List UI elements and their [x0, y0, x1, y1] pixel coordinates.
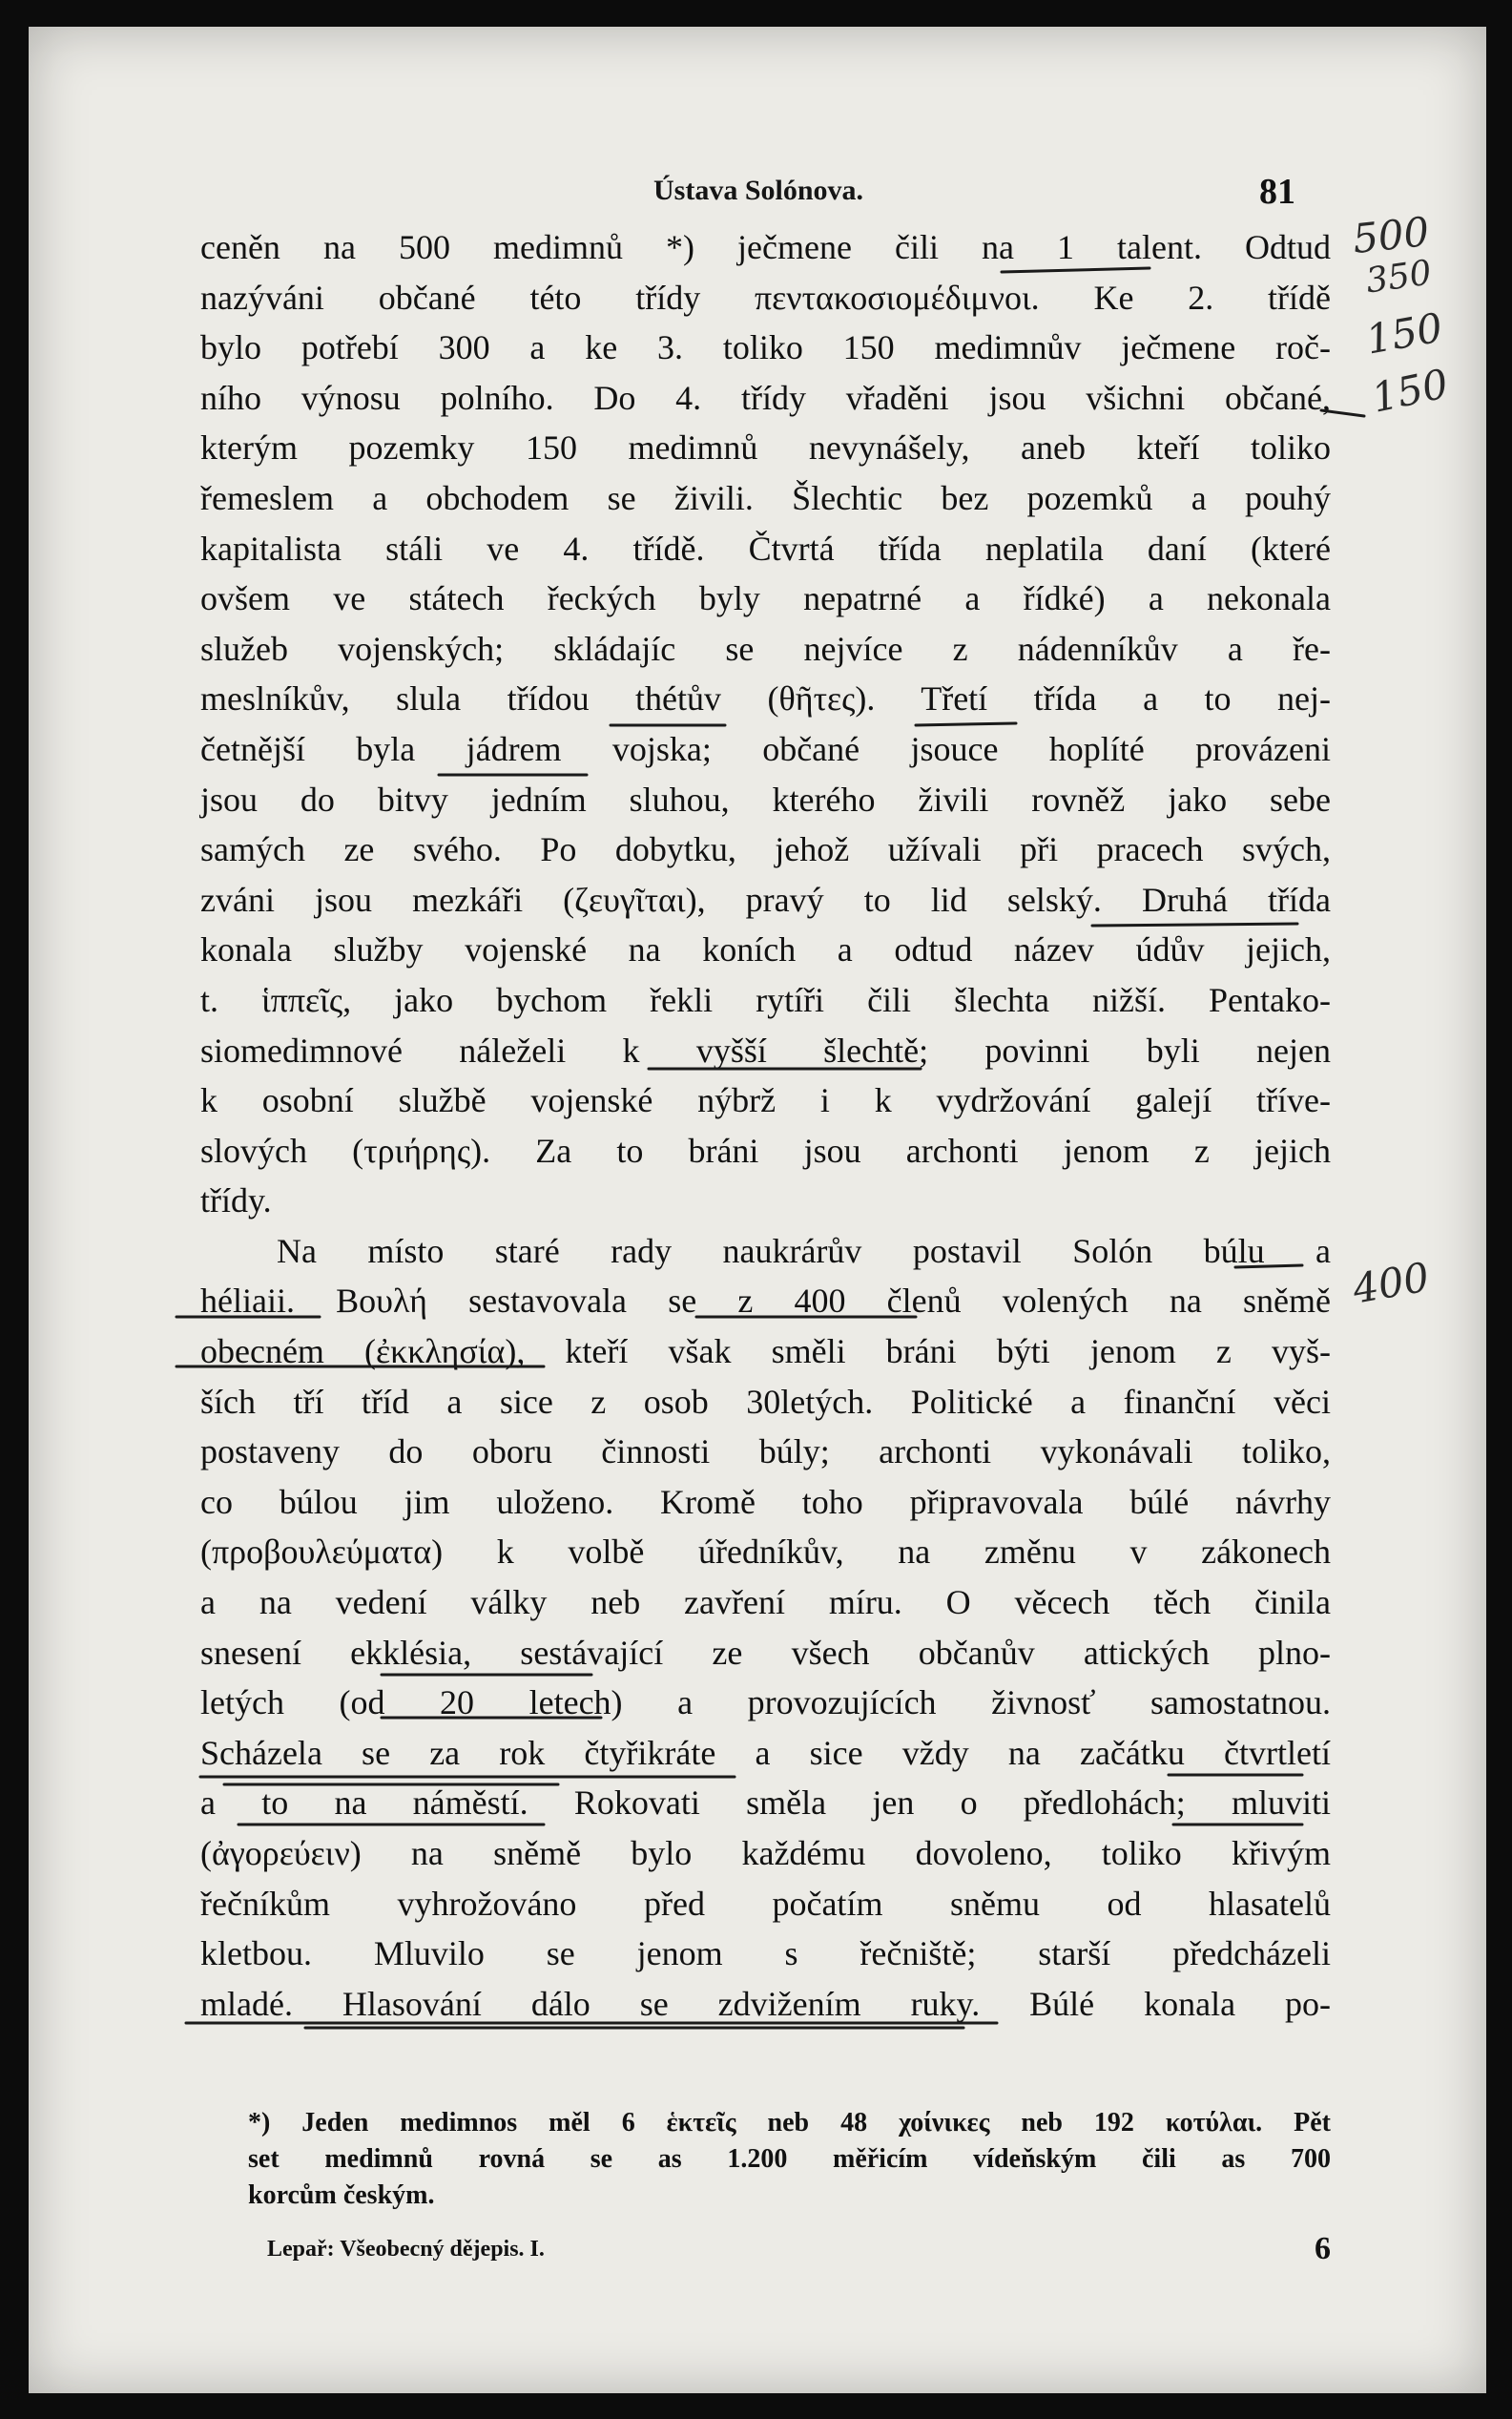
text-line: zváni jsou mezkáři (ζευγῖται), pravý to lid selský. Druhá třída	[200, 880, 1331, 919]
text-line: ního výnosu polního. Do 4. třídy vřaděni jsou všichni občané,	[200, 378, 1331, 417]
text-line: t. ἱππεῖς, jako bychom řekli rytíři čili šlechta nižší. Pentako-	[200, 980, 1331, 1019]
text-line: kapitalista stáli ve 4. třídě. Čtvrtá třída neplatila daní (které	[200, 529, 1331, 568]
text-line: slových (τριήρης). Za to bráni jsou archonti jenom z jejich	[200, 1131, 1331, 1170]
text-line: héliaii. Βουλή sestavovala se z 400 členů volených na sněmě	[200, 1282, 1331, 1321]
underline-mark	[1002, 268, 1150, 272]
text-line: řečníkům vyhrožováno před počatím sněmu od hlasatelů	[200, 1884, 1331, 1923]
footnote-line: *) Jeden medimnos měl 6 ἑκτεῖς neb 48 χοίνικες neb 192 κοτύλαι. Pět	[248, 2108, 1331, 2137]
footnote-line: korcům českým.	[248, 2180, 435, 2210]
text-line: co búlou jim uloženo. Kromě toho připravovala búlé návrhy	[200, 1482, 1331, 1521]
text-line: siomedimnové náleželi k vyšší šlechtě; povinni byli nejen	[200, 1031, 1331, 1070]
text-line: bylo potřebí 300 a ke 3. toliko 150 medimnův ječmene roč-	[200, 328, 1331, 367]
text-line: letých (od 20 letech) a provozujících živnosť samostatnou.	[200, 1683, 1331, 1722]
text-line: mladé. Hlasování dálo se zdvižením ruky. Búlé konala po-	[200, 1984, 1331, 2023]
text-line: ších tří tříd a sice z osob 30letých. Politické a finanční věci	[200, 1382, 1331, 1421]
margin-dash-mark	[1321, 410, 1364, 416]
signature-text: Lepař: Všeobecný dějepis. I.	[267, 2237, 545, 2262]
text-line: a to na náměstí. Rokovati směla jen o předlohách; mluviti	[200, 1783, 1331, 1823]
underline-mark	[916, 723, 1016, 725]
margin-note: 150	[1362, 303, 1446, 364]
text-line: kterým pozemky 150 medimnů nevynášely, aneb kteří toliko	[200, 428, 1331, 468]
page-number: 81	[1259, 172, 1295, 212]
running-title: Ústava Solónova.	[653, 175, 864, 206]
paragraph-start-line: Na místo staré rady naukrárův postavil Solón búlu a	[277, 1231, 1331, 1270]
text-line: Scházela se za rok čtyřikráte a sice vždy na začátku čtvrtletí	[200, 1733, 1331, 1772]
underline-mark	[1235, 1265, 1302, 1267]
text-line: řemeslem a obchodem se živili. Šlechtic bez pozemků a pouhý	[200, 478, 1331, 517]
margin-note: 500	[1350, 207, 1432, 263]
text-line: nazýváni občané této třídy πεντακοσιομέδιμνοι. Ke 2. třídě	[200, 278, 1331, 317]
text-line: postaveny do oboru činnosti búly; archonti vykonávali toliko,	[200, 1432, 1331, 1471]
text-line: třídy.	[200, 1181, 272, 1220]
text-line: jsou do bitvy jedním sluhou, kterého živili rovněž jako sebe	[200, 780, 1331, 819]
text-line: (προβουλεύματα) k volbě úředníkův, na změnu v zákonech	[200, 1533, 1331, 1572]
margin-note: 150	[1367, 360, 1453, 422]
margin-note: 350	[1363, 253, 1435, 302]
text-line: ceněn na 500 medimnů *) ječmene čili na 1 talent. Odtud	[200, 228, 1331, 266]
text-line: samých ze svého. Po dobytku, jehož užívali při pracech svých,	[200, 830, 1331, 869]
margin-note: 400	[1349, 1253, 1433, 1313]
text-line: ovšem ve státech řeckých byly nepatrné a řídké) a nekonala	[200, 579, 1331, 618]
footnote-line: set medimnů rovná se as 1.200 měřicím vídeňským čili as 700	[248, 2144, 1331, 2174]
text-line: služeb vojenských; skládajíc se nejvíce z nádenníkův a ře-	[200, 629, 1331, 668]
text-line: snesení ekklésia, sestávající ze všech občanův attických plno-	[200, 1633, 1331, 1672]
text-line: kletbou. Mluvilo se jenom s řečniště; starší předcházeli	[200, 1934, 1331, 1973]
text-line: (ἀγορεύειν) na sněmě bylo každému dovoleno, toliko křivým	[200, 1834, 1331, 1872]
text-line: obecném (ἐκκλησία), kteří však směli bráni býti jenom z vyš-	[200, 1332, 1331, 1371]
underline-mark	[1092, 924, 1297, 926]
text-line: konala služby vojenské na koních a odtud název údův jejich,	[200, 930, 1331, 970]
signature-mark: 6	[1315, 2231, 1331, 2266]
text-line: k osobní službě vojenské nýbrž i k vydržování galejí tříve-	[200, 1081, 1331, 1120]
text-line: a na vedení války neb zavření míru. O věcech těch činila	[200, 1583, 1331, 1622]
text-line: meslníkův, slula třídou thétův (θῆτες). Třetí třída a to nej-	[200, 679, 1331, 719]
text-line: četnější byla jádrem vojska; občané jsouce hoplíté provázeni	[200, 729, 1331, 768]
